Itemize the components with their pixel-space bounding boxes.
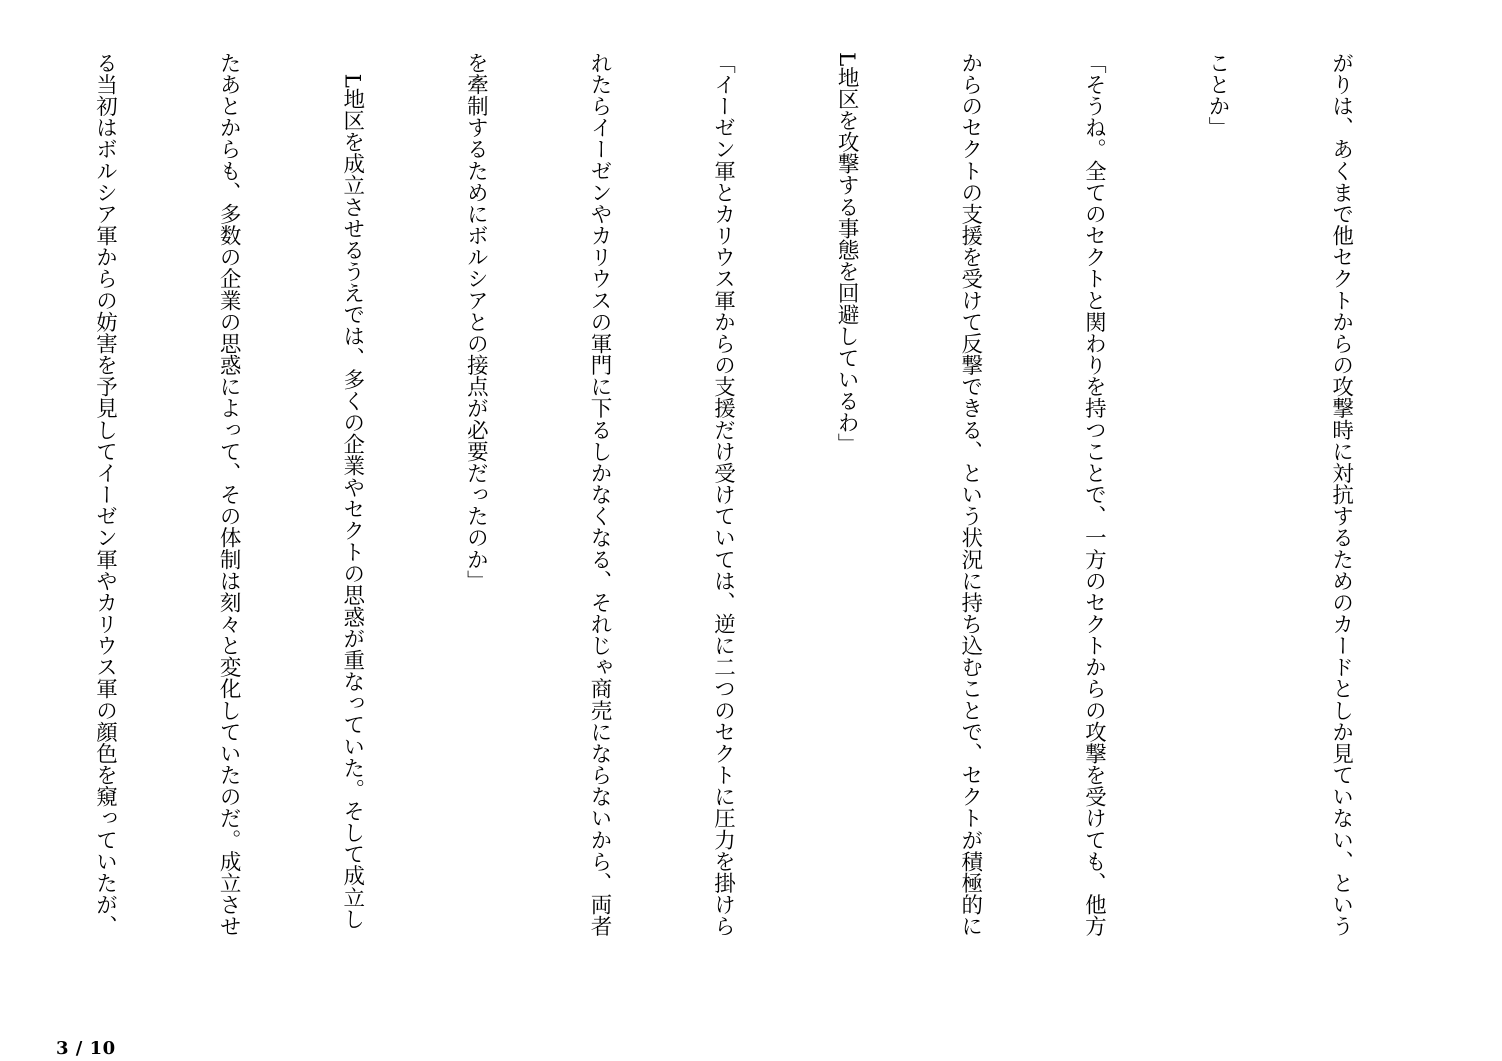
text-line: L地区を攻撃する事態を回避しているわ」 xyxy=(834,52,860,455)
text-line: L地区を成立させるうえでは、多くの企業やセクトの思惑が重なっていた。そして成立し xyxy=(339,52,365,930)
text-line: る当初はボルシア軍からの妨害を予見してイーゼン軍やカリウス軍の顔色を窺っていたが、 xyxy=(92,52,118,937)
text-line: ことか」 xyxy=(1204,52,1230,139)
text-line: たあとからも、多数の企業の思惑によって、その体制は刻々と変化していたのだ。成立させ xyxy=(216,52,242,937)
text-line xyxy=(0,52,2,1022)
text-line: がりは、あくまで他セクトからの攻撃時に対抗するためのカードとしか見ていない、という xyxy=(1328,52,1354,937)
text-line: 「イーゼン軍とカリウス軍からの支援だけ受けていては、逆に二つのセクトに圧力を掛けら xyxy=(710,52,736,937)
text-line: からのセクトの支援を受けて反撃できる、という状況に持ち込むことで、セクトが積極的に xyxy=(957,52,983,937)
text-line: を牽制するためにボルシアとの接点が必要だったのか」 xyxy=(463,52,489,592)
text-line: れたらイーゼンやカリウスの軍門に下るしかなくなる、それじゃ商売にならないから、両者 xyxy=(586,52,612,937)
vertical-text-body xyxy=(0,52,1444,1022)
page-number: 3 / 10 xyxy=(56,1038,116,1059)
text-line: 「そうね。全てのセクトと関わりを持つことで、一方のセクトからの攻撃を受けても、他方 xyxy=(1081,52,1107,937)
